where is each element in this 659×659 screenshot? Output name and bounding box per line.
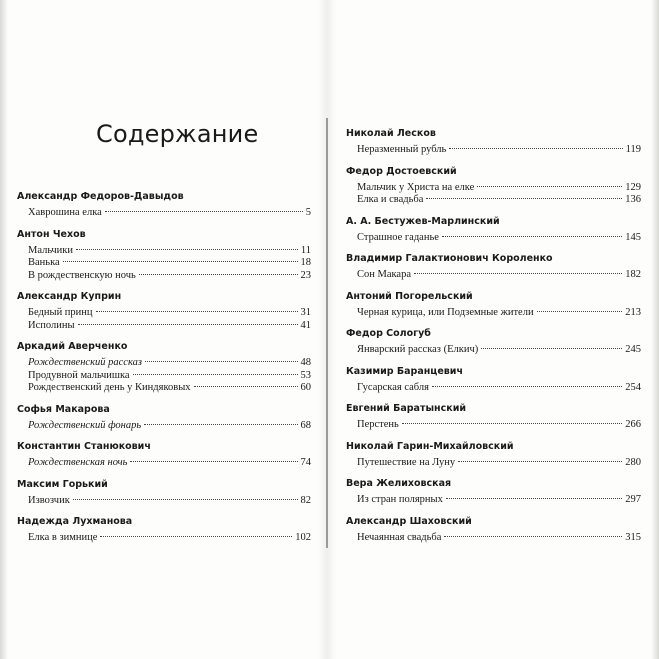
work-title: Из стран полярных — [357, 494, 443, 505]
page-number: 68 — [300, 419, 311, 431]
toc-entry[interactable] — [346, 494, 641, 507]
toc-left-column — [17, 191, 311, 554]
work-title: Мальчик у Христа на елке — [357, 181, 475, 193]
author-name: Софья Макарова — [17, 403, 110, 415]
page-number: 53 — [300, 369, 311, 381]
dot-leader — [100, 536, 292, 537]
dot-leader — [414, 273, 622, 274]
page-number: 266 — [625, 419, 641, 430]
work-title: Елка в зимнице — [28, 532, 98, 543]
author-section — [17, 404, 311, 433]
work-title: Рождественский фонарь — [28, 419, 142, 431]
work-title: Извозчик — [28, 494, 70, 506]
toc-entry[interactable] — [17, 357, 311, 370]
author-section — [17, 191, 311, 220]
author-name: Вера Желиховская — [346, 478, 452, 489]
page-number: 213 — [625, 306, 641, 318]
page-number: 74 — [300, 457, 311, 468]
toc-entry[interactable] — [346, 307, 641, 320]
dot-leader — [133, 374, 298, 375]
toc-entry[interactable] — [17, 307, 311, 320]
dot-leader — [63, 261, 298, 262]
author-section — [346, 516, 641, 545]
page-number: 297 — [625, 494, 641, 505]
work-title: Бедный принц — [28, 307, 93, 318]
dot-leader — [78, 324, 298, 325]
toc-entry[interactable] — [17, 245, 311, 258]
dot-leader — [446, 498, 622, 499]
author-section — [17, 229, 311, 283]
page-number: 31 — [300, 307, 311, 318]
dot-leader — [432, 386, 622, 387]
author-name: Константин Станюкович — [17, 441, 151, 452]
page-number: 254 — [625, 381, 641, 393]
author-section — [346, 366, 641, 395]
author-name: Антоний Погорельский — [346, 290, 473, 302]
author-name: Надежда Лухманова — [17, 516, 133, 527]
page-number: 23 — [300, 269, 311, 281]
author-section — [346, 166, 641, 207]
work-title: Рождественский день у Киндяковых — [28, 382, 191, 393]
page-number: 5 — [305, 207, 311, 218]
work-title: Мальчики — [28, 244, 73, 256]
author-name: Александр Шаховский — [346, 515, 472, 527]
work-title: В рождественскую ночь — [28, 269, 136, 281]
author-name: Антон Чехов — [17, 228, 86, 240]
toc-entry[interactable] — [346, 532, 641, 545]
work-title: Сон Макара — [357, 269, 412, 280]
work-title: Рождественская ночь — [28, 457, 128, 468]
author-name: Аркадий Аверченко — [17, 341, 128, 352]
work-title: Январский рассказ (Елкич) — [357, 344, 479, 355]
work-title: Продувной мальчишка — [28, 369, 130, 381]
author-name: Александр Федоров-Давыдов — [17, 191, 184, 202]
page-number: 129 — [625, 181, 641, 193]
toc-entry[interactable] — [346, 457, 641, 470]
toc-entry[interactable] — [346, 419, 641, 432]
page-number: 119 — [625, 144, 641, 155]
toc-entry[interactable] — [17, 495, 311, 508]
work-title: Хаврошина елка — [28, 207, 102, 218]
page-title: Содержание — [96, 120, 259, 148]
toc-entry[interactable] — [17, 207, 311, 220]
work-title: Ванька — [28, 257, 60, 268]
page-number: 182 — [625, 269, 641, 280]
page-number: 136 — [625, 194, 641, 205]
work-title: Рождественский рассказ — [28, 357, 142, 368]
author-section — [346, 441, 641, 470]
page-number: 18 — [300, 257, 311, 268]
page-number: 41 — [300, 319, 311, 331]
author-name: А. А. Бестужев-Марлинский — [346, 215, 500, 227]
work-title: Гусарская сабля — [357, 381, 429, 393]
dot-leader — [139, 274, 298, 275]
work-title: Елка и свадьба — [357, 194, 424, 205]
dot-leader — [105, 211, 303, 212]
work-title: Исполины — [28, 319, 75, 331]
work-title: Путешествие на Луну — [357, 456, 456, 468]
toc-entry[interactable] — [17, 270, 311, 283]
page-number: 48 — [300, 357, 311, 368]
page-number: 245 — [625, 344, 641, 355]
book-gutter-line — [326, 118, 328, 548]
author-name: Евгений Баратынский — [346, 403, 467, 414]
toc-entry[interactable] — [17, 420, 311, 433]
author-section — [17, 516, 311, 545]
author-section — [346, 216, 641, 245]
author-section — [346, 291, 641, 320]
toc-entry[interactable] — [17, 457, 311, 470]
toc-entry[interactable] — [346, 382, 641, 395]
work-title: Черная курица, или Подземные жители — [357, 306, 534, 318]
work-title: Страшное гаданье — [357, 231, 439, 243]
dot-leader — [73, 499, 298, 500]
page-number: 280 — [625, 456, 641, 468]
dot-leader — [449, 148, 622, 149]
work-title: Неразменный рубль — [357, 144, 447, 155]
work-title: Перстень — [357, 419, 399, 430]
author-name: Владимир Галактионович Короленко — [346, 253, 553, 264]
toc-entry[interactable] — [346, 182, 641, 195]
toc-entry[interactable] — [346, 194, 641, 207]
author-section — [346, 478, 641, 507]
author-name: Максим Горький — [17, 478, 108, 490]
dot-leader — [194, 386, 298, 387]
toc-entry[interactable] — [17, 382, 311, 395]
toc-entry[interactable] — [17, 532, 311, 545]
toc-entry[interactable] — [17, 257, 311, 270]
toc-entry[interactable] — [17, 370, 311, 383]
toc-entry[interactable] — [17, 320, 311, 333]
dot-leader — [144, 424, 297, 425]
author-section — [346, 328, 641, 357]
toc-entry[interactable] — [346, 269, 641, 282]
dot-leader — [426, 198, 622, 199]
dot-leader — [96, 311, 298, 312]
page-number: 315 — [625, 531, 641, 543]
right-page-edge — [651, 0, 659, 659]
toc-right-column — [346, 128, 641, 553]
left-page-edge — [0, 0, 8, 659]
dot-leader — [442, 236, 622, 237]
toc-entry[interactable] — [346, 344, 641, 357]
author-name: Федор Сологуб — [346, 328, 431, 339]
dot-leader — [402, 423, 622, 424]
dot-leader — [477, 186, 622, 187]
dot-leader — [537, 311, 623, 312]
dot-leader — [76, 249, 298, 250]
dot-leader — [458, 461, 622, 462]
page-number: 11 — [300, 244, 311, 256]
toc-entry[interactable] — [346, 144, 641, 157]
author-section — [17, 441, 311, 470]
author-name: Николай Гарин-Михайловский — [346, 440, 514, 452]
page-number: 145 — [625, 231, 641, 243]
author-section — [17, 291, 311, 332]
author-name: Николай Лесков — [346, 128, 436, 139]
page-number: 102 — [295, 532, 311, 543]
toc-entry[interactable] — [346, 232, 641, 245]
dot-leader — [444, 536, 622, 537]
dot-leader — [481, 348, 622, 349]
author-name: Казимир Баранцевич — [346, 365, 463, 377]
page-number: 82 — [300, 494, 311, 506]
work-title: Нечаянная свадьба — [357, 531, 442, 543]
author-name: Федор Достоевский — [346, 165, 457, 177]
dot-leader — [145, 361, 298, 362]
author-section — [346, 403, 641, 432]
author-section — [346, 128, 641, 157]
author-section — [346, 253, 641, 282]
dot-leader — [130, 461, 297, 462]
author-section — [17, 479, 311, 508]
author-name: Александр Куприн — [17, 291, 122, 302]
page-number: 60 — [300, 382, 311, 393]
author-section — [17, 341, 311, 395]
